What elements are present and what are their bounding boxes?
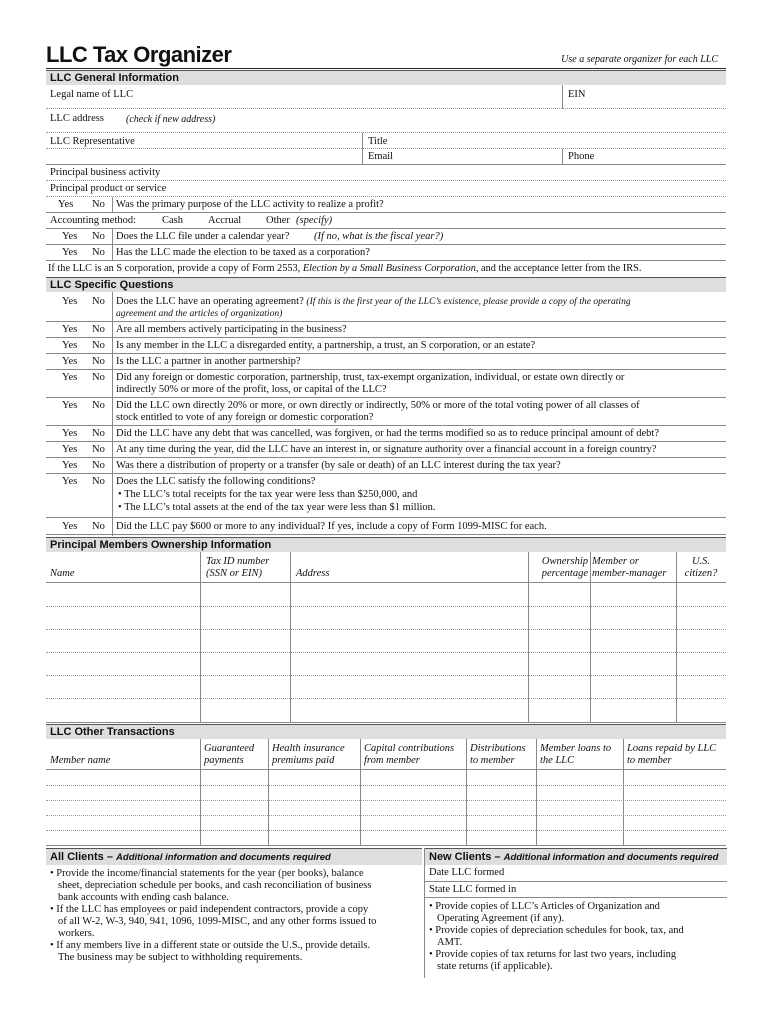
- yes-option[interactable]: Yes: [62, 247, 78, 258]
- election-question: Has the LLC made the election to be taxed as a corporation?: [116, 247, 370, 258]
- bullet-line: • If the LLC has employees or paid independent contractors, provide a copy: [50, 904, 369, 915]
- col-tax-id-sub: (SSN or EIN): [206, 568, 262, 579]
- yes-option[interactable]: Yes: [62, 444, 78, 455]
- all-clients-box: [46, 848, 422, 978]
- question-row[interactable]: [46, 322, 726, 338]
- calendar-question: Does the LLC file under a calendar year?: [116, 231, 290, 242]
- bullet-line: • Provide copies of tax returns for last two years, including: [429, 949, 677, 960]
- no-option[interactable]: No: [92, 296, 105, 307]
- col-capital-sub: from member: [364, 755, 420, 766]
- product-label: Principal product or service: [50, 183, 167, 194]
- question-text: Are all members actively participating in the business?: [116, 324, 347, 335]
- col-member-type-sub: member-manager: [592, 568, 667, 579]
- no-option[interactable]: No: [92, 476, 105, 487]
- all-clients-title: All Clients –: [50, 851, 113, 863]
- col-distributions: Distributions: [470, 743, 526, 754]
- address-row[interactable]: [46, 109, 726, 133]
- member-row[interactable]: [46, 675, 726, 699]
- profit-question-row[interactable]: [46, 197, 726, 213]
- title-field-label: Title: [368, 136, 388, 147]
- cash-option[interactable]: Cash: [162, 215, 183, 226]
- ein-label: EIN: [568, 89, 586, 100]
- question-text: At any time during the year, did the LLC have an interest in, or signature authority over a financial account in a foreign country?: [116, 444, 657, 455]
- col-guaranteed-sub: payments: [204, 755, 244, 766]
- question-row[interactable]: [46, 354, 726, 370]
- legal-name-row[interactable]: [46, 85, 726, 109]
- member-row[interactable]: [46, 698, 726, 723]
- question-text: Does the LLC satisfy the following conditions?: [116, 476, 316, 487]
- question-text: [116, 296, 631, 307]
- col-citizen-sub: citizen?: [684, 568, 718, 579]
- new-clients-subtitle: Additional information and documents required: [503, 852, 719, 863]
- bullet-line: Operating Agreement (if any).: [437, 913, 565, 924]
- bullet-line: The business may be subject to withholding requirements.: [58, 952, 303, 963]
- yes-option[interactable]: Yes: [62, 476, 78, 487]
- state-formed-label: State LLC formed in: [429, 884, 517, 895]
- section-transactions: LLC Other Transactions: [46, 724, 726, 739]
- transaction-row[interactable]: [46, 830, 726, 846]
- new-clients-bullet: [429, 901, 723, 973]
- bullet-line: • Provide copies of LLC’s Articles of Organization and: [429, 901, 660, 912]
- condition-receipts: • The LLC’s total receipts for the tax year were less than $250,000, and: [118, 489, 418, 500]
- col-loans-repaid: Loans repaid by LLC: [627, 743, 717, 754]
- other-option[interactable]: Other: [266, 215, 290, 226]
- question-row[interactable]: [46, 442, 726, 458]
- col-citizen: U.S.: [691, 556, 711, 567]
- phone-label: Phone: [568, 151, 595, 162]
- transaction-row[interactable]: [46, 769, 726, 786]
- question-text: Did the LLC pay $600 or more to any individual? If yes, include a copy of Form 1099-MISC for each.: [116, 521, 547, 532]
- accounting-label: Accounting method:: [50, 215, 137, 226]
- yes-option[interactable]: Yes: [62, 231, 78, 242]
- representative-label: LLC Representative: [50, 136, 135, 147]
- all-clients-bullet: [50, 868, 418, 964]
- yes-option[interactable]: Yes: [62, 356, 78, 367]
- email-label: Email: [368, 151, 394, 162]
- page-title: LLC Tax Organizer: [46, 42, 232, 67]
- question-row[interactable]: [46, 518, 726, 535]
- bullet-line: state returns (if applicable).: [437, 961, 553, 972]
- s-corp-note-form: Election by a Small Business Corporation,: [302, 263, 479, 274]
- accounting-row[interactable]: [46, 213, 726, 229]
- bullet-line: • Provide copies of depreciation schedules for book, tax, and: [429, 925, 684, 936]
- question-row[interactable]: [46, 426, 726, 442]
- no-option[interactable]: No: [92, 428, 105, 439]
- no-option[interactable]: No: [92, 460, 105, 471]
- col-name: Name: [50, 568, 75, 579]
- s-corp-note-row: [46, 261, 726, 277]
- election-question-row[interactable]: [46, 245, 726, 261]
- bullet-line: • If any members live in a different state or outside the U.S., provide details.: [50, 940, 371, 951]
- s-corp-note: [48, 263, 641, 274]
- bullet-line: of all W-2, W-3, 940, 941, 1096, 1099-MISC, and any other forms issued to: [58, 916, 377, 927]
- col-guaranteed: Guaranteed: [204, 743, 255, 754]
- activity-row[interactable]: [46, 165, 726, 181]
- bullet-line: sheet, depreciation schedule per books, and cash reconciliation of business: [58, 880, 372, 891]
- new-clients-title: New Clients –: [429, 851, 501, 863]
- calendar-question-row[interactable]: [46, 229, 726, 245]
- bullet-line: AMT.: [437, 937, 463, 948]
- col-distributions-sub: to member: [470, 755, 515, 766]
- no-option[interactable]: No: [92, 400, 105, 411]
- question-row[interactable]: [46, 398, 726, 426]
- col-member-loans-sub: the LLC: [540, 755, 575, 766]
- col-health: Health insurance: [272, 743, 345, 754]
- question-text: Did any foreign or domestic corporation, partnership, trust, tax-exempt organization, individual, or estate own directly or: [116, 372, 625, 383]
- yes-option[interactable]: Yes: [62, 400, 78, 411]
- question-text: Did the LLC own directly 20% or more, or own directly or indirectly, 50% or more of the total voting power of all classes of: [116, 400, 640, 411]
- col-ownership-sub: percentage: [541, 568, 588, 579]
- all-clients-header: [46, 848, 422, 865]
- new-clients-box: [424, 848, 727, 978]
- col-loans-repaid-sub: to member: [627, 755, 672, 766]
- question-text: Is the LLC a partner in another partnership?: [116, 356, 301, 367]
- yes-option[interactable]: Yes: [62, 428, 78, 439]
- s-corp-note-pre: If the LLC is an S corporation, provide a copy of Form 2553,: [48, 263, 301, 274]
- page-subtitle: Use a separate organizer for each LLC: [561, 54, 718, 65]
- no-option[interactable]: No: [92, 324, 105, 335]
- no-option[interactable]: No: [92, 521, 105, 532]
- date-formed-row[interactable]: [425, 865, 727, 882]
- title-rule: [46, 68, 726, 69]
- bullet-line: workers.: [58, 928, 95, 939]
- operating-agreement-note: (If this is the first year of the LLC’s existence, please provide a copy of the operating: [306, 296, 631, 307]
- email-phone-row[interactable]: [46, 149, 726, 165]
- question-text: Was there a distribution of property or a transfer (by sale or death) of an LLC interest during the tax year?: [116, 460, 561, 471]
- col-capital: Capital contributions: [364, 743, 455, 754]
- product-row[interactable]: [46, 181, 726, 197]
- s-corp-note-post: and the acceptance letter from the IRS.: [481, 263, 642, 274]
- operating-agreement-question: Does the LLC have an operating agreement?: [116, 296, 304, 307]
- section-members: Principal Members Ownership Information: [46, 537, 726, 552]
- calendar-question-note: (If no, what is the fiscal year?): [314, 231, 444, 242]
- question-text: Is any member in the LLC a disregarded entity, a partnership, a trust, an S corporation, or an estate?: [116, 340, 536, 351]
- question-text-cont: stock entitled to vote of any foreign or domestic corporation?: [116, 412, 374, 423]
- address-note: (check if new address): [126, 114, 216, 125]
- profit-question: Was the primary purpose of the LLC activity to realize a profit?: [116, 199, 384, 210]
- member-row[interactable]: [46, 629, 726, 653]
- yes-option[interactable]: Yes: [62, 521, 78, 532]
- representative-row[interactable]: [46, 133, 726, 149]
- no-option[interactable]: No: [92, 356, 105, 367]
- transaction-row[interactable]: [46, 800, 726, 816]
- yes-option[interactable]: Yes: [62, 296, 78, 307]
- transaction-row[interactable]: [46, 815, 726, 831]
- members-header: [46, 552, 726, 583]
- col-ownership: Ownership: [541, 556, 588, 567]
- question-text-cont: indirectly 50% or more of the profit, loss, or capital of the LLC?: [116, 384, 387, 395]
- member-row[interactable]: [46, 652, 726, 676]
- yes-option[interactable]: Yes: [62, 324, 78, 335]
- address-label: LLC address: [50, 113, 104, 124]
- bullet-line: bank accounts with ending cash balance.: [58, 892, 229, 903]
- section-general-info: LLC General Information: [46, 70, 726, 85]
- yes-option[interactable]: Yes: [62, 340, 78, 351]
- yes-option[interactable]: Yes: [62, 372, 78, 383]
- no-option[interactable]: No: [92, 231, 105, 242]
- member-row[interactable]: [46, 606, 726, 630]
- state-formed-row[interactable]: [425, 881, 727, 898]
- activity-label: Principal business activity: [50, 167, 161, 178]
- accrual-option[interactable]: Accrual: [208, 215, 242, 226]
- condition-assets: • The LLC’s total assets at the end of the tax year were less than $1 million.: [118, 502, 436, 513]
- question-row[interactable]: [46, 458, 726, 474]
- legal-name-label: Legal name of LLC: [50, 89, 134, 100]
- transactions-header: [46, 739, 726, 770]
- date-formed-label: Date LLC formed: [429, 867, 505, 878]
- col-member-name: Member name: [50, 755, 111, 766]
- operating-agreement-note-2: agreement and the articles of organization): [116, 308, 283, 319]
- other-specify-note: (specify): [296, 215, 333, 226]
- question-row[interactable]: [46, 474, 726, 518]
- question-row[interactable]: [46, 338, 726, 354]
- col-address: Address: [296, 568, 330, 579]
- no-option[interactable]: No: [92, 247, 105, 258]
- col-health-sub: premiums paid: [272, 755, 335, 766]
- transaction-row[interactable]: [46, 785, 726, 801]
- bullet-line: • Provide the income/financial statements for the year (per books), balance: [50, 868, 364, 879]
- col-member-loans: Member loans to: [540, 743, 612, 754]
- no-option[interactable]: No: [92, 340, 105, 351]
- question-row[interactable]: [46, 292, 726, 322]
- yes-option[interactable]: Yes: [62, 460, 78, 471]
- question-text: Did the LLC have any debt that was cancelled, was forgiven, or had the terms modified so as to reduce principal amount of debt?: [116, 428, 660, 439]
- yes-option[interactable]: Yes: [58, 199, 74, 210]
- no-option[interactable]: No: [92, 372, 105, 383]
- col-member-type: Member or: [592, 556, 639, 567]
- section-specific-questions: LLC Specific Questions: [46, 277, 726, 292]
- no-option[interactable]: No: [92, 199, 105, 210]
- member-row[interactable]: [46, 582, 726, 607]
- all-clients-subtitle: Additional information and documents required: [116, 852, 331, 863]
- question-row[interactable]: [46, 370, 726, 398]
- col-tax-id: Tax ID number: [206, 556, 270, 567]
- new-clients-header: [425, 848, 727, 865]
- no-option[interactable]: No: [92, 444, 105, 455]
